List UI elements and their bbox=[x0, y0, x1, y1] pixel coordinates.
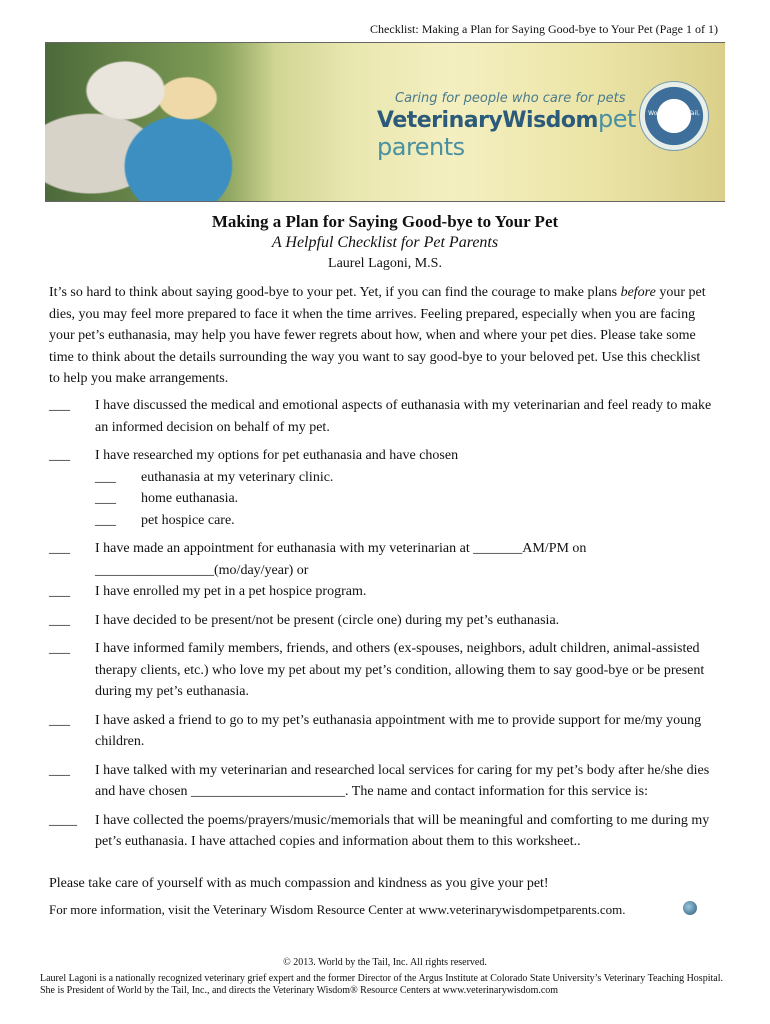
check-blank: ___ bbox=[49, 762, 70, 778]
more-info-line: For more information, visit the Veterinary Wisdom Resource Center at www.veterinarywisdompetparents.com. bbox=[49, 902, 626, 917]
author-bio: Laurel Lagoni is a nationally recognized veterinary grief expert and the former Director of the Argus Institute at Colorado State University’s Veterinary Teaching Hospital. She is President of World by the Tail, Inc., and directs the Veterinary Wisdom® Resource Centers at www.veterinarywisdom.com bbox=[40, 972, 723, 996]
sub-option bbox=[95, 488, 719, 510]
banner bbox=[45, 42, 725, 202]
document-subtitle: A Helpful Checklist for Pet Parents bbox=[271, 234, 499, 251]
author: Laurel Lagoni, M.S. bbox=[328, 256, 442, 271]
checklist-item bbox=[49, 610, 719, 632]
page-header: Checklist: Making a Plan for Saying Good-bye to Your Pet (Page 1 of 1) bbox=[370, 22, 718, 36]
checklist-item-text: I have asked a friend to go to my pet’s euthanasia appointment with me to provide support for me/my young children. bbox=[95, 712, 702, 749]
intro-part-a: It’s so hard to think about saying good-bye to your pet. Yet, if you can find the courage to make plans bbox=[49, 285, 621, 300]
world-by-the-tail-seal-icon bbox=[639, 81, 709, 151]
seal-text: World by the Tail, Inc. bbox=[648, 110, 700, 124]
sub-option-text: euthanasia at my veterinary clinic. bbox=[141, 469, 334, 485]
check-blank: ___ bbox=[49, 584, 70, 599]
closing-line: Please take care of yourself with as much compassion and kindness as you give your pet! bbox=[49, 876, 549, 891]
check-blank: ___ bbox=[49, 398, 70, 413]
checklist-item bbox=[49, 810, 719, 853]
check-blank: ___ bbox=[49, 612, 70, 628]
check-blank: ___ bbox=[49, 541, 70, 556]
checklist-item bbox=[49, 445, 719, 531]
checklist-item-text: I have researched my options for pet euthanasia and have chosen bbox=[95, 448, 459, 463]
footer bbox=[40, 957, 730, 998]
checklist bbox=[49, 395, 719, 860]
globe-icon bbox=[683, 901, 697, 915]
banner-tagline: Caring for people who care for pets bbox=[395, 91, 626, 106]
checklist-item-text: I have informed family members, friends, and others (ex-spouses, neighbors, adult children, animal-assisted therapy clients, etc.) who love my pet about my pet’s condition, allowing them to say good-bye or be present during my pet’s euthanasia. bbox=[95, 641, 705, 699]
check-blank: ___ bbox=[49, 641, 70, 656]
intro-part-b: your pet dies, you may feel more prepared to face it when the time arrives. Feeling prepared, especially when you are facing your pet’s euthanasia, may help you have fewer regrets about how, when and where your pet dies. Please take some time to think about the details surrounding the way you want to say good-bye to your beloved pet. Use this checklist to help you make arrangements. bbox=[49, 285, 706, 386]
check-blank: ___ bbox=[95, 469, 116, 485]
checklist-item-text: I have collected the poems/prayers/music/memorials that will be meaningful and comforting to me during my pet’s euthanasia. I have attached copies and information about them to this worksheet.. bbox=[95, 812, 710, 849]
brand-main: VeterinaryWisdom bbox=[377, 108, 598, 133]
checklist-item bbox=[49, 538, 719, 581]
checklist-item bbox=[49, 710, 719, 753]
check-blank: ___ bbox=[95, 491, 116, 506]
sub-option-text: home euthanasia. bbox=[141, 491, 239, 506]
checklist-item bbox=[49, 638, 719, 703]
sub-option-text: pet hospice care. bbox=[141, 512, 235, 528]
brand-sub: pet parents bbox=[377, 105, 636, 161]
checklist-item-text: I have decided to be present/not be present (circle one) during my pet’s euthanasia. bbox=[95, 612, 560, 628]
document-title: Making a Plan for Saying Good-bye to Your Pet bbox=[211, 212, 559, 231]
check-blank: ___ bbox=[49, 448, 70, 463]
check-blank: ___ bbox=[49, 712, 70, 728]
checklist-item-text: I have enrolled my pet in a pet hospice program. bbox=[95, 584, 367, 599]
checklist-item-text: I have talked with my veterinarian and researched local services for caring for my pet’s body after he/she dies and have chosen ______________________. The name and contact information for this service is: bbox=[95, 762, 710, 799]
sub-option bbox=[95, 467, 719, 489]
check-blank: ____ bbox=[49, 812, 77, 828]
intro-emphasis: before bbox=[620, 285, 656, 300]
copyright: © 2013. World by the Tail, Inc. All rights reserved. bbox=[283, 957, 487, 968]
checklist-item bbox=[49, 395, 719, 438]
intro-paragraph bbox=[49, 282, 709, 390]
checklist-item bbox=[49, 581, 719, 603]
banner-photo bbox=[45, 43, 275, 201]
checklist-item-text: I have discussed the medical and emotional aspects of euthanasia with my veterinarian and feel ready to make an informed decision on behalf of my pet. bbox=[95, 398, 712, 435]
checklist-item bbox=[49, 760, 719, 803]
sub-option bbox=[95, 510, 719, 532]
check-blank: ___ bbox=[95, 512, 116, 528]
checklist-item-text: I have made an appointment for euthanasia with my veterinarian at _______AM/PM on _________________(mo/day/year) or bbox=[95, 541, 587, 578]
